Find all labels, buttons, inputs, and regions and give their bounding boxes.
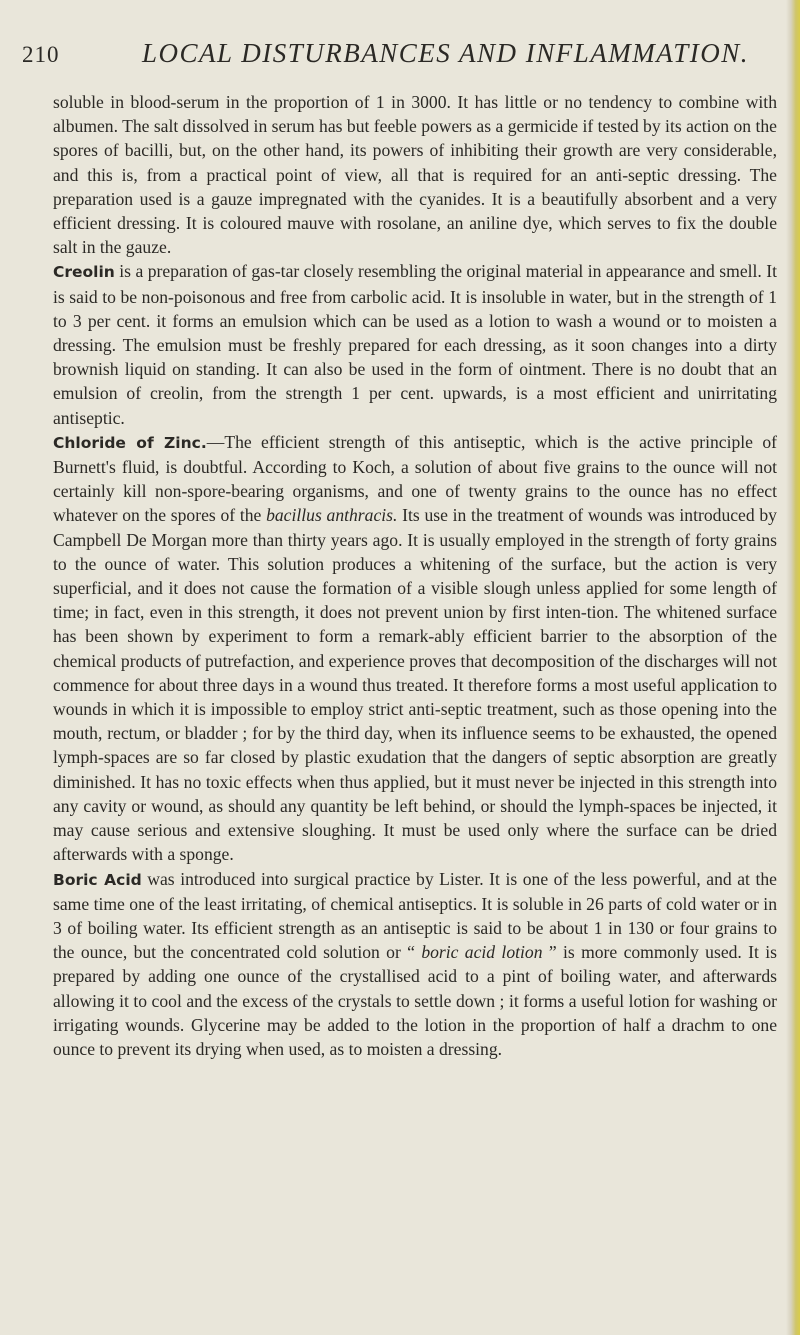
page-header (22, 38, 782, 78)
italic-boric-acid-lotion: boric acid lotion (421, 942, 543, 963)
term-boric-acid: Boric Acid (53, 870, 142, 889)
body-text (53, 90, 777, 1061)
page-edge (786, 0, 800, 1335)
paragraph-chloride-of-zinc (53, 430, 777, 867)
paragraph-cyanide-gauze (53, 90, 777, 259)
paragraph-text: —The efficient strength of this antiseptic, which is the active principle of Burnett's fluid, is doubtful. According to Koch, a solution of about five grains to the ounce will not certainly kill non-spore-bearing organisms, and one of twenty grains to the ounce has no effect whatever on the spores of the (53, 431, 777, 526)
paragraph-boric-acid (53, 867, 777, 1062)
paragraph-text: is a preparation of gas-tar closely resembling the original material in appearance and smell. It is said to be non-poisonous and free from carbolic acid. It is insoluble in water, but in the strength of 1 to 3 per cent. it forms an emulsion which can be used as a lotion to wash a wound or to moisten a dressing. The emulsion must be freshly prepared for each dressing, as it soon changes into a dirty brownish liquid on standing. It can also be used in the form of ointment. There is no doubt that an emulsion of creolin, from the strength 1 per cent. upwards, is a most efficient and unirritating antiseptic. (53, 261, 777, 428)
page-number: 210 (22, 42, 60, 67)
paragraph-text: was introduced into surgical practice by Lister. It is one of the less powerful, and at the same time one of the least irritating, of chemical antiseptics. It is soluble in 26 parts of cold water or in 3 of boiling water. Its efficient strength as an antiseptic is said to be about 1 in 130 or four grains to the ounce, but the concentrated cold solution or “ (53, 868, 777, 963)
italic-bacillus-anthracis: bacillus anthracis. (266, 505, 398, 526)
term-creolin: Creolin (53, 263, 115, 282)
paragraph-text: Its use in the treatment of wounds was introduced by Campbell De Morgan more than thirty years ago. It is usually employed in the strength of forty grains to the ounce of water. This solution produces a whitening of the surface, but the action is very superficial, and it does not cause the formation of a visible slough unless applied for some length of time; in fact, even in this strength, it does not prevent union by first inten-tion. The whitened surface has been shown by experiment to form a remark-ably efficient barrier to the absorption of the chemical products of putrefaction, and experience proves that decomposition of the discharges will not commence for about three days in a wound thus treated. It therefore forms a most useful application to wounds in which it is impossible to employ strict anti-septic treatment, such as those opening into the mouth, rectum, or bladder ; for by the third day, when its influence seems to be exhausted, the opened lymph-spaces are so far closed by plastic exudation that the dangers of septic absorption are greatly diminished. It has no toxic effects when thus applied, but it must never be injected in this strength into any cavity or wound, as should any quantity be left behind, or should the lymph-spaces be injected, it may cause serious and extensive sloughing. It must be used only where the surface can be dried afterwards with a sponge. (53, 505, 777, 865)
paragraph-text: soluble in blood-serum in the proportion of 1 in 3000. It has little or no tendency to combine with albumen. The salt dissolved in serum has but feeble powers as a germicide if tested by its action on the spores of bacilli, but, on the other hand, its powers of inhibiting their growth are very considerable, and this is, from a practical point of view, all that is required for an anti-septic dressing. The preparation used is a gauze impregnated with the cyanides. It is a beautifully absorbent and a very efficient dressing. It is coloured mauve with rosolane, an aniline dye, which serves to fix the double salt in the gauze. (53, 92, 777, 258)
running-head: LOCAL DISTURBANCES AND INFLAMMATION. (142, 38, 750, 68)
paragraph-text: ” is more commonly used. It is prepared by adding one ounce of the crystallised acid to a pint of boiling water, and afterwards allowing it to cool and the excess of the crystals to settle down ; it forms a useful lotion for washing or irrigating wounds. Glycerine may be added to the lotion in the proportion of half a drachm to one ounce to prevent its drying when used, as to moisten a dressing. (53, 942, 777, 1059)
paragraph-creolin (53, 259, 777, 429)
term-chloride-of-zinc: Chloride of Zinc. (53, 433, 207, 452)
